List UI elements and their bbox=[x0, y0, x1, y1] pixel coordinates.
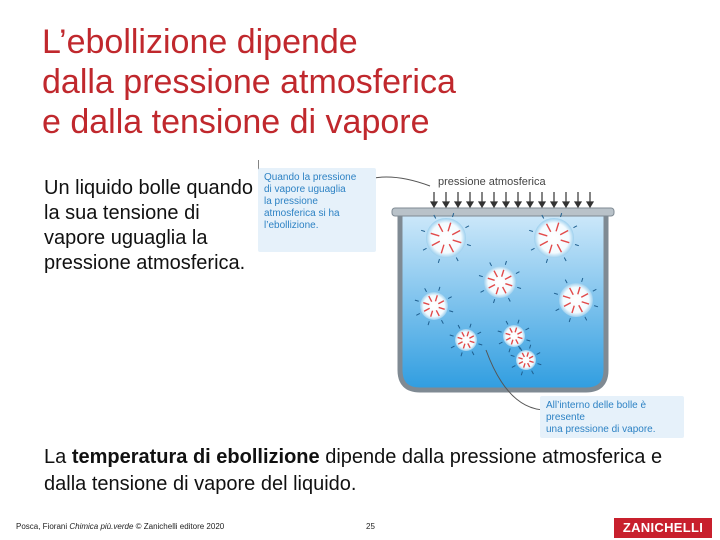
callout-top-line: la pressione bbox=[264, 196, 318, 207]
bottom-suffix: dipende dalla pressione atmosferica e dalla tensione di vapore del liquido. bbox=[44, 446, 663, 495]
callout-bottom-line: All’interno delle bolle è presente bbox=[546, 400, 647, 423]
leader-line-top bbox=[374, 177, 430, 186]
atmospheric-pressure-label: pressione atmosferica bbox=[438, 176, 546, 188]
left-description: Un liquido bolle quando la sua tensione di vapore uguaglia la pressione atmosferica. bbox=[44, 177, 254, 274]
page-number: 25 bbox=[366, 522, 375, 531]
callout-top-line: l’ebollizione. bbox=[264, 220, 319, 231]
callout-top-line: di vapore uguaglia bbox=[264, 184, 346, 195]
bottom-prefix: La bbox=[44, 446, 72, 468]
footer-publisher: © Zanichelli editore 2020 bbox=[133, 522, 225, 531]
pot-rim bbox=[392, 208, 614, 216]
footer-book-title: Chimica più.verde bbox=[69, 522, 134, 531]
slide-title bbox=[42, 22, 682, 142]
title-line-3: e dalla tensione di vapore bbox=[42, 103, 430, 141]
callout-vapor-pressure bbox=[540, 396, 684, 438]
callout-top-line: atmosferica si ha bbox=[264, 208, 340, 219]
publisher-logo: ZANICHELLI bbox=[614, 518, 712, 538]
callout-top-line: Quando la pressione bbox=[264, 172, 357, 183]
callout-bottom-line: una pressione di vapore. bbox=[546, 424, 656, 435]
title-line-1: L’ebollizione dipende bbox=[42, 23, 358, 61]
bottom-bold-term: temperatura di ebollizione bbox=[71, 446, 320, 468]
callout-boiling-condition bbox=[258, 168, 376, 252]
footer-credits bbox=[16, 522, 224, 531]
footer-authors: Posca, Fiorani bbox=[16, 522, 70, 531]
bottom-paragraph bbox=[44, 444, 684, 498]
title-line-2: dalla pressione atmosferica bbox=[42, 63, 456, 101]
